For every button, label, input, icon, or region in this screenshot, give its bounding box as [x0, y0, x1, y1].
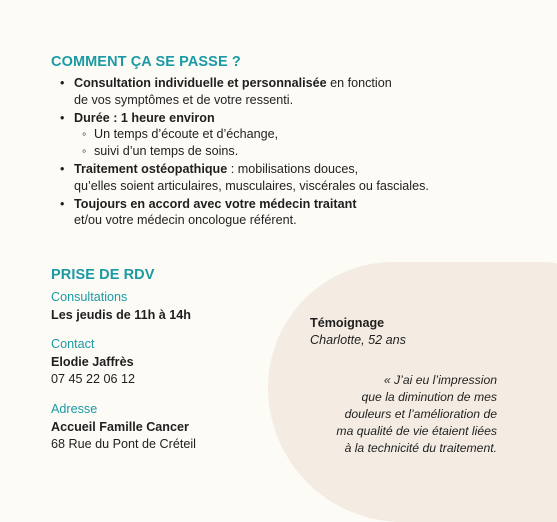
address-street: 68 Rue du Pont de Créteil: [51, 437, 196, 451]
contact-block: [51, 336, 281, 389]
list-item: • Durée : 1 heure environ ◦ Un temps d’écoute et d’échange, ◦ suivi d’un temps de soins.: [58, 110, 518, 160]
quote-line: douleurs et l’amélioration de: [344, 407, 497, 421]
address-name: Accueil Famille Cancer: [51, 419, 189, 434]
sub-list: [74, 126, 518, 160]
list-item: • Traitement ostéopathique : mobilisations douces, qu’elles soient articulaires, musculaires, viscérales ou fasciales.: [58, 161, 518, 195]
info-list: [58, 75, 518, 229]
sub-list-item: ◦ Un temps d’écoute et d’échange,: [82, 126, 518, 143]
section-title-rdv: PRISE DE RDV: [51, 267, 155, 283]
contact-name: Elodie Jaffrès: [51, 354, 134, 369]
contact-phone[interactable]: 07 45 22 06 12: [51, 372, 136, 386]
testimony-header: [310, 315, 500, 349]
quote-line: à la technicité du traitement.: [344, 441, 497, 455]
testimony-quote: [302, 372, 497, 457]
quote-line: ma qualité de vie étaient liées: [336, 424, 497, 438]
section-title-comment: COMMENT ÇA SE PASSE ?: [51, 54, 241, 70]
consultations-value: Les jeudis de 11h à 14h: [51, 307, 191, 322]
testimony-author: Charlotte, 52 ans: [310, 333, 406, 347]
testimony-title: Témoignage: [310, 316, 385, 330]
address-block: [51, 401, 281, 454]
sub-list-item: ◦ suivi d’un temps de soins.: [82, 143, 518, 160]
quote-line: « J’ai eu l’impression: [383, 373, 497, 387]
contact-label: Contact: [51, 337, 95, 351]
address-label: Adresse: [51, 402, 98, 416]
quote-line: que la diminution de mes: [361, 390, 497, 404]
consultations-label: Consultations: [51, 290, 128, 304]
consultations-block: [51, 289, 281, 324]
list-item: • Toujours en accord avec votre médecin traitant et/ou votre médecin oncologue référent.: [58, 196, 518, 230]
list-item: • Consultation individuelle et personnalisée en fonction de vos symptômes et de votre ressenti.: [58, 75, 518, 109]
